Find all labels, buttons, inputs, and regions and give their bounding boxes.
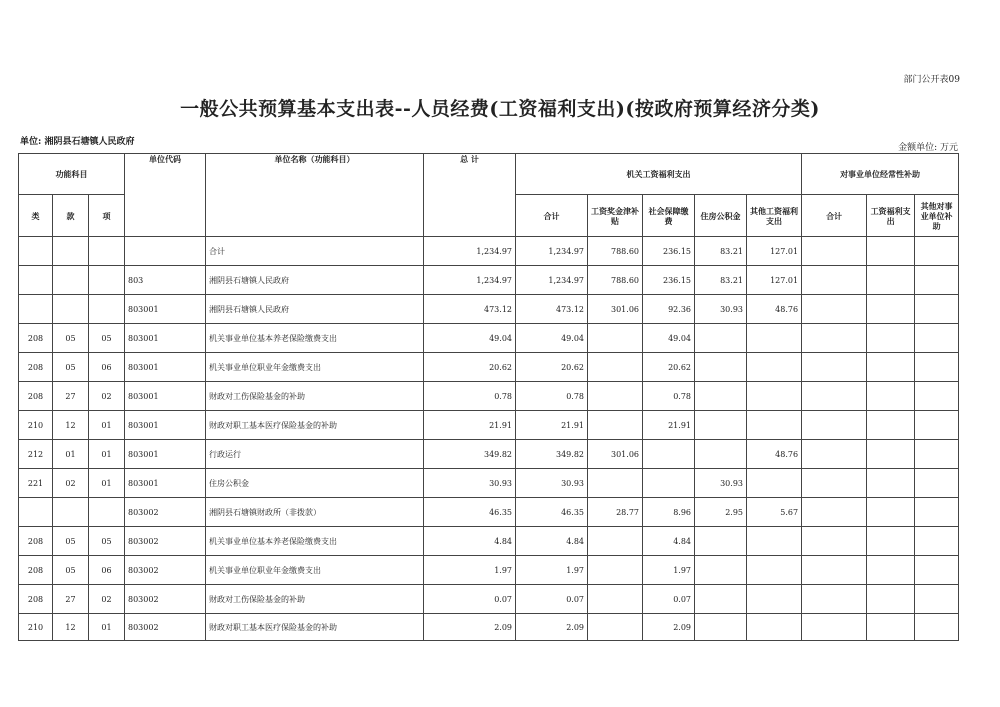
- cell-total: 1,234.97: [424, 266, 516, 295]
- cell-salary-housing: [695, 556, 747, 585]
- cell-subsidy-total: [802, 440, 867, 469]
- cell-salary-other: [747, 614, 802, 641]
- cell-xiang: 06: [89, 353, 125, 382]
- cell-salary-bonus: 788.60: [588, 266, 643, 295]
- cell-salary-other: 48.76: [747, 440, 802, 469]
- col-subsidy-total: 合计: [802, 195, 867, 237]
- cell-salary-bonus: [588, 469, 643, 498]
- cell-subsidy-salary: [867, 614, 915, 641]
- cell-subsidy-total: [802, 585, 867, 614]
- cell-salary-housing: [695, 614, 747, 641]
- cell-salary-total: 0.07: [516, 585, 588, 614]
- cell-xiang: 02: [89, 382, 125, 411]
- cell-total: 1.97: [424, 556, 516, 585]
- cell-salary-total: 21.91: [516, 411, 588, 440]
- cell-kuan: [53, 498, 89, 527]
- cell-lei: 212: [19, 440, 53, 469]
- table-row: [19, 440, 959, 469]
- cell-xiang: 01: [89, 411, 125, 440]
- cell-salary-social: 92.36: [643, 295, 695, 324]
- col-salary-other: 其他工资福利支出: [747, 195, 802, 237]
- cell-name: 财政对工伤保险基金的补助: [206, 382, 424, 411]
- cell-kuan: 12: [53, 614, 89, 641]
- table-row: [19, 556, 959, 585]
- cell-salary-other: 127.01: [747, 237, 802, 266]
- cell-salary-total: 1,234.97: [516, 237, 588, 266]
- cell-subsidy-total: [802, 295, 867, 324]
- cell-salary-total: 349.82: [516, 440, 588, 469]
- cell-salary-total: 20.62: [516, 353, 588, 382]
- table-row: [19, 295, 959, 324]
- cell-salary-other: [747, 411, 802, 440]
- table-row: [19, 585, 959, 614]
- cell-subsidy-total: [802, 556, 867, 585]
- cell-salary-bonus: 788.60: [588, 237, 643, 266]
- cell-salary-other: [747, 324, 802, 353]
- cell-code: 803: [125, 266, 206, 295]
- budget-table: [18, 153, 959, 641]
- cell-xiang: 01: [89, 614, 125, 641]
- cell-subsidy-total: [802, 527, 867, 556]
- cell-subsidy-other: [915, 237, 959, 266]
- cell-subsidy-total: [802, 614, 867, 641]
- cell-code: 803001: [125, 295, 206, 324]
- cell-salary-social: 236.15: [643, 266, 695, 295]
- col-lei: 类: [19, 195, 53, 237]
- col-group-subsidy: 对事业单位经常性补助: [802, 154, 959, 195]
- cell-salary-social: 236.15: [643, 237, 695, 266]
- cell-salary-total: 46.35: [516, 498, 588, 527]
- cell-kuan: 27: [53, 382, 89, 411]
- table-row: [19, 237, 959, 266]
- cell-xiang: 02: [89, 585, 125, 614]
- cell-subsidy-salary: [867, 266, 915, 295]
- page-title: 一般公共预算基本支出表--人员经费(工资福利支出)(按政府预算经济分类): [180, 98, 820, 120]
- table-row: [19, 266, 959, 295]
- table-row: [19, 324, 959, 353]
- cell-code: 803001: [125, 469, 206, 498]
- cell-subsidy-salary: [867, 382, 915, 411]
- cell-salary-social: 0.78: [643, 382, 695, 411]
- cell-code: 803002: [125, 556, 206, 585]
- cell-total: 0.78: [424, 382, 516, 411]
- cell-total: 20.62: [424, 353, 516, 382]
- cell-subsidy-salary: [867, 411, 915, 440]
- table-row: [19, 498, 959, 527]
- cell-salary-social: 4.84: [643, 527, 695, 556]
- cell-salary-bonus: 28.77: [588, 498, 643, 527]
- cell-salary-other: 5.67: [747, 498, 802, 527]
- cell-subsidy-other: [915, 353, 959, 382]
- cell-subsidy-salary: [867, 440, 915, 469]
- cell-total: 46.35: [424, 498, 516, 527]
- cell-subsidy-salary: [867, 295, 915, 324]
- cell-code: 803002: [125, 585, 206, 614]
- table-body: [19, 237, 959, 641]
- cell-lei: [19, 498, 53, 527]
- cell-lei: 221: [19, 469, 53, 498]
- cell-lei: [19, 295, 53, 324]
- cell-subsidy-salary: [867, 585, 915, 614]
- cell-code: 803001: [125, 353, 206, 382]
- cell-salary-housing: 30.93: [695, 295, 747, 324]
- cell-code: 803002: [125, 498, 206, 527]
- col-subsidy-salary: 工资福利支出: [867, 195, 915, 237]
- cell-kuan: 05: [53, 527, 89, 556]
- cell-xiang: [89, 237, 125, 266]
- cell-salary-housing: [695, 382, 747, 411]
- cell-salary-social: 20.62: [643, 353, 695, 382]
- cell-salary-total: 1,234.97: [516, 266, 588, 295]
- cell-xiang: 06: [89, 556, 125, 585]
- cell-name: 机关事业单位职业年金缴费支出: [206, 556, 424, 585]
- cell-kuan: 27: [53, 585, 89, 614]
- col-salary-social: 社会保障缴费: [643, 195, 695, 237]
- col-salary-housing: 住房公积金: [695, 195, 747, 237]
- cell-name: 机关事业单位基本养老保险缴费支出: [206, 527, 424, 556]
- cell-salary-other: [747, 585, 802, 614]
- col-unit-name: 单位名称（功能科目）: [206, 154, 424, 237]
- cell-subsidy-total: [802, 411, 867, 440]
- col-func-subject: 功能科目: [19, 154, 125, 195]
- cell-salary-housing: [695, 527, 747, 556]
- cell-salary-social: 1.97: [643, 556, 695, 585]
- cell-xiang: 01: [89, 469, 125, 498]
- cell-kuan: [53, 295, 89, 324]
- cell-xiang: 05: [89, 527, 125, 556]
- cell-lei: 208: [19, 382, 53, 411]
- cell-subsidy-total: [802, 382, 867, 411]
- cell-subsidy-salary: [867, 469, 915, 498]
- cell-subsidy-total: [802, 469, 867, 498]
- cell-subsidy-total: [802, 353, 867, 382]
- cell-lei: 208: [19, 585, 53, 614]
- cell-salary-total: 1.97: [516, 556, 588, 585]
- cell-xiang: 01: [89, 440, 125, 469]
- cell-subsidy-other: [915, 324, 959, 353]
- cell-salary-housing: 30.93: [695, 469, 747, 498]
- cell-kuan: [53, 266, 89, 295]
- cell-lei: 208: [19, 556, 53, 585]
- cell-subsidy-other: [915, 498, 959, 527]
- cell-salary-total: 30.93: [516, 469, 588, 498]
- cell-subsidy-other: [915, 614, 959, 641]
- cell-xiang: [89, 295, 125, 324]
- cell-salary-total: 473.12: [516, 295, 588, 324]
- col-total: 总 计: [424, 154, 516, 237]
- cell-salary-housing: [695, 353, 747, 382]
- cell-subsidy-salary: [867, 556, 915, 585]
- cell-subsidy-salary: [867, 498, 915, 527]
- cell-name: 合计: [206, 237, 424, 266]
- cell-subsidy-salary: [867, 527, 915, 556]
- cell-salary-social: [643, 440, 695, 469]
- cell-salary-housing: 2.95: [695, 498, 747, 527]
- cell-code: 803001: [125, 324, 206, 353]
- cell-salary-other: [747, 527, 802, 556]
- cell-salary-total: 4.84: [516, 527, 588, 556]
- cell-salary-bonus: [588, 382, 643, 411]
- cell-salary-other: 127.01: [747, 266, 802, 295]
- cell-lei: 208: [19, 324, 53, 353]
- cell-salary-bonus: 301.06: [588, 440, 643, 469]
- cell-code: 803002: [125, 614, 206, 641]
- cell-code: 803001: [125, 382, 206, 411]
- cell-salary-housing: 83.21: [695, 237, 747, 266]
- header-row-1: [19, 154, 959, 195]
- col-xiang: 项: [89, 195, 125, 237]
- cell-salary-other: [747, 556, 802, 585]
- cell-salary-social: 21.91: [643, 411, 695, 440]
- cell-salary-total: 2.09: [516, 614, 588, 641]
- cell-xiang: 05: [89, 324, 125, 353]
- cell-name: 机关事业单位基本养老保险缴费支出: [206, 324, 424, 353]
- cell-salary-housing: [695, 440, 747, 469]
- cell-subsidy-other: [915, 527, 959, 556]
- cell-salary-housing: [695, 411, 747, 440]
- cell-subsidy-other: [915, 440, 959, 469]
- cell-kuan: 05: [53, 324, 89, 353]
- cell-code: 803002: [125, 527, 206, 556]
- cell-total: 4.84: [424, 527, 516, 556]
- cell-name: 湘阴县石塘镇人民政府: [206, 295, 424, 324]
- cell-kuan: 05: [53, 353, 89, 382]
- cell-total: 49.04: [424, 324, 516, 353]
- cell-kuan: [53, 237, 89, 266]
- form-number: 部门公开表09: [903, 75, 960, 85]
- cell-subsidy-salary: [867, 237, 915, 266]
- cell-total: 2.09: [424, 614, 516, 641]
- cell-kuan: 02: [53, 469, 89, 498]
- unit-label: 单位: 湘阴县石塘镇人民政府: [20, 137, 135, 147]
- table-row: [19, 382, 959, 411]
- cell-salary-other: [747, 382, 802, 411]
- cell-subsidy-total: [802, 237, 867, 266]
- cell-lei: 210: [19, 614, 53, 641]
- cell-lei: 210: [19, 411, 53, 440]
- cell-salary-bonus: [588, 585, 643, 614]
- cell-salary-other: [747, 353, 802, 382]
- cell-total: 349.82: [424, 440, 516, 469]
- cell-name: 财政对职工基本医疗保险基金的补助: [206, 614, 424, 641]
- cell-code: 803001: [125, 440, 206, 469]
- cell-code: 803001: [125, 411, 206, 440]
- col-unit-code: 单位代码: [125, 154, 206, 237]
- col-kuan: 款: [53, 195, 89, 237]
- cell-subsidy-total: [802, 266, 867, 295]
- cell-salary-total: 49.04: [516, 324, 588, 353]
- cell-subsidy-other: [915, 411, 959, 440]
- cell-lei: 208: [19, 353, 53, 382]
- cell-subsidy-other: [915, 382, 959, 411]
- cell-salary-bonus: [588, 411, 643, 440]
- amount-unit-label: 金额单位: 万元: [898, 143, 958, 153]
- cell-salary-other: 48.76: [747, 295, 802, 324]
- cell-salary-social: 8.96: [643, 498, 695, 527]
- col-salary-total: 合计: [516, 195, 588, 237]
- cell-kuan: 05: [53, 556, 89, 585]
- cell-salary-social: 2.09: [643, 614, 695, 641]
- cell-subsidy-salary: [867, 324, 915, 353]
- cell-name: 住房公积金: [206, 469, 424, 498]
- cell-salary-social: 0.07: [643, 585, 695, 614]
- cell-lei: 208: [19, 527, 53, 556]
- cell-salary-bonus: [588, 324, 643, 353]
- cell-salary-social: [643, 469, 695, 498]
- cell-subsidy-other: [915, 295, 959, 324]
- cell-total: 0.07: [424, 585, 516, 614]
- cell-total: 1,234.97: [424, 237, 516, 266]
- cell-xiang: [89, 498, 125, 527]
- cell-salary-other: [747, 469, 802, 498]
- cell-lei: [19, 237, 53, 266]
- cell-salary-total: 0.78: [516, 382, 588, 411]
- cell-name: 湘阴县石塘镇人民政府: [206, 266, 424, 295]
- cell-subsidy-total: [802, 324, 867, 353]
- cell-subsidy-other: [915, 266, 959, 295]
- cell-name: 行政运行: [206, 440, 424, 469]
- table-row: [19, 411, 959, 440]
- cell-lei: [19, 266, 53, 295]
- cell-salary-bonus: [588, 353, 643, 382]
- cell-salary-bonus: 301.06: [588, 295, 643, 324]
- cell-kuan: 01: [53, 440, 89, 469]
- cell-subsidy-other: [915, 556, 959, 585]
- cell-code: [125, 237, 206, 266]
- cell-salary-housing: [695, 324, 747, 353]
- cell-total: 21.91: [424, 411, 516, 440]
- table-row: [19, 469, 959, 498]
- cell-salary-housing: [695, 585, 747, 614]
- col-subsidy-other: 其他对事业单位补助: [915, 195, 959, 237]
- cell-name: 机关事业单位职业年金缴费支出: [206, 353, 424, 382]
- cell-xiang: [89, 266, 125, 295]
- col-salary-bonus: 工资奖金津补贴: [588, 195, 643, 237]
- cell-total: 473.12: [424, 295, 516, 324]
- cell-subsidy-other: [915, 585, 959, 614]
- table-row: [19, 353, 959, 382]
- cell-subsidy-salary: [867, 353, 915, 382]
- cell-name: 湘阴县石塘镇财政所（非拨款）: [206, 498, 424, 527]
- cell-subsidy-other: [915, 469, 959, 498]
- cell-name: 财政对工伤保险基金的补助: [206, 585, 424, 614]
- cell-kuan: 12: [53, 411, 89, 440]
- table-row: [19, 614, 959, 641]
- cell-salary-social: 49.04: [643, 324, 695, 353]
- col-group-salary: 机关工资福利支出: [516, 154, 802, 195]
- cell-name: 财政对职工基本医疗保险基金的补助: [206, 411, 424, 440]
- cell-subsidy-total: [802, 498, 867, 527]
- cell-salary-bonus: [588, 527, 643, 556]
- cell-salary-bonus: [588, 556, 643, 585]
- cell-salary-bonus: [588, 614, 643, 641]
- cell-salary-housing: 83.21: [695, 266, 747, 295]
- cell-total: 30.93: [424, 469, 516, 498]
- table-row: [19, 527, 959, 556]
